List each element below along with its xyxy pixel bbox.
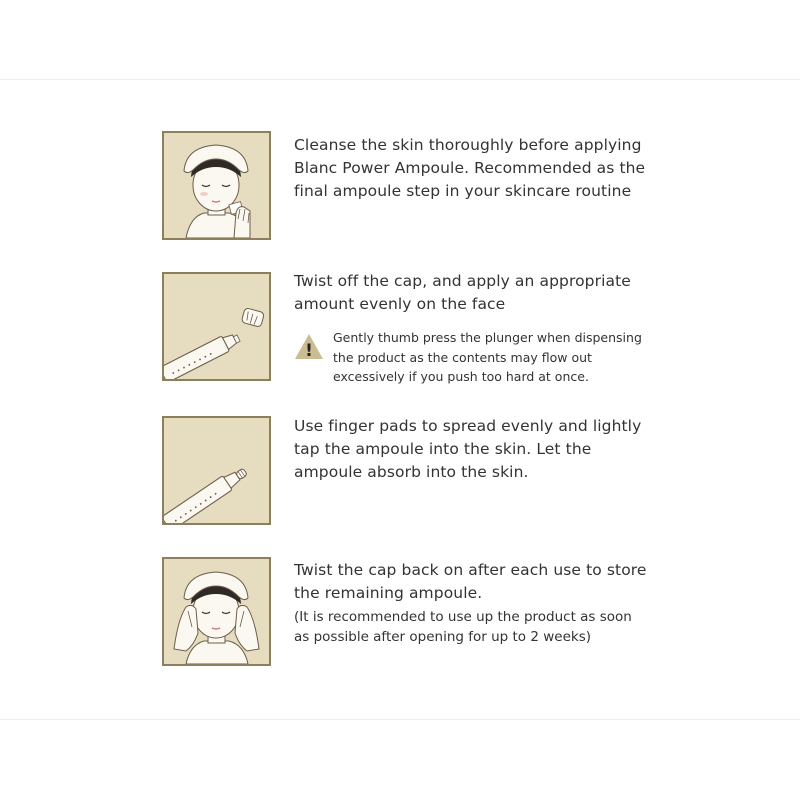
warning-triangle-icon — [294, 333, 324, 360]
face-cleansing-icon — [162, 131, 271, 240]
step-text: Twist off the cap, and apply an appropriate amount evenly on the face — [294, 272, 631, 313]
ampoule-dropper-icon — [162, 416, 271, 525]
step-text: Twist the cap back on after each use to store the remaining ampoule. — [294, 561, 647, 602]
step-note: (It is recommended to use up the product as soon as possible after opening for up to 2 weeks) — [294, 609, 632, 645]
top-divider — [0, 79, 800, 80]
caution-text: Gently thumb press the plunger when dispensing the product as the contents may flow out excessively if you push too hard at once. — [333, 330, 642, 384]
caution-note — [294, 328, 684, 387]
face-patting-icon — [162, 557, 271, 666]
step-text: Cleanse the skin thoroughly before applying Blanc Power Ampoule. Recommended as the final ampoule step in your skincare routine — [294, 136, 646, 200]
step-text: Use finger pads to spread evenly and lightly tap the ampoule into the skin. Let the ampoule absorb into the skin. — [294, 417, 642, 481]
svg-text:!: ! — [305, 341, 313, 360]
bottom-divider — [0, 719, 800, 720]
ampoule-cap-off-icon — [162, 272, 271, 381]
